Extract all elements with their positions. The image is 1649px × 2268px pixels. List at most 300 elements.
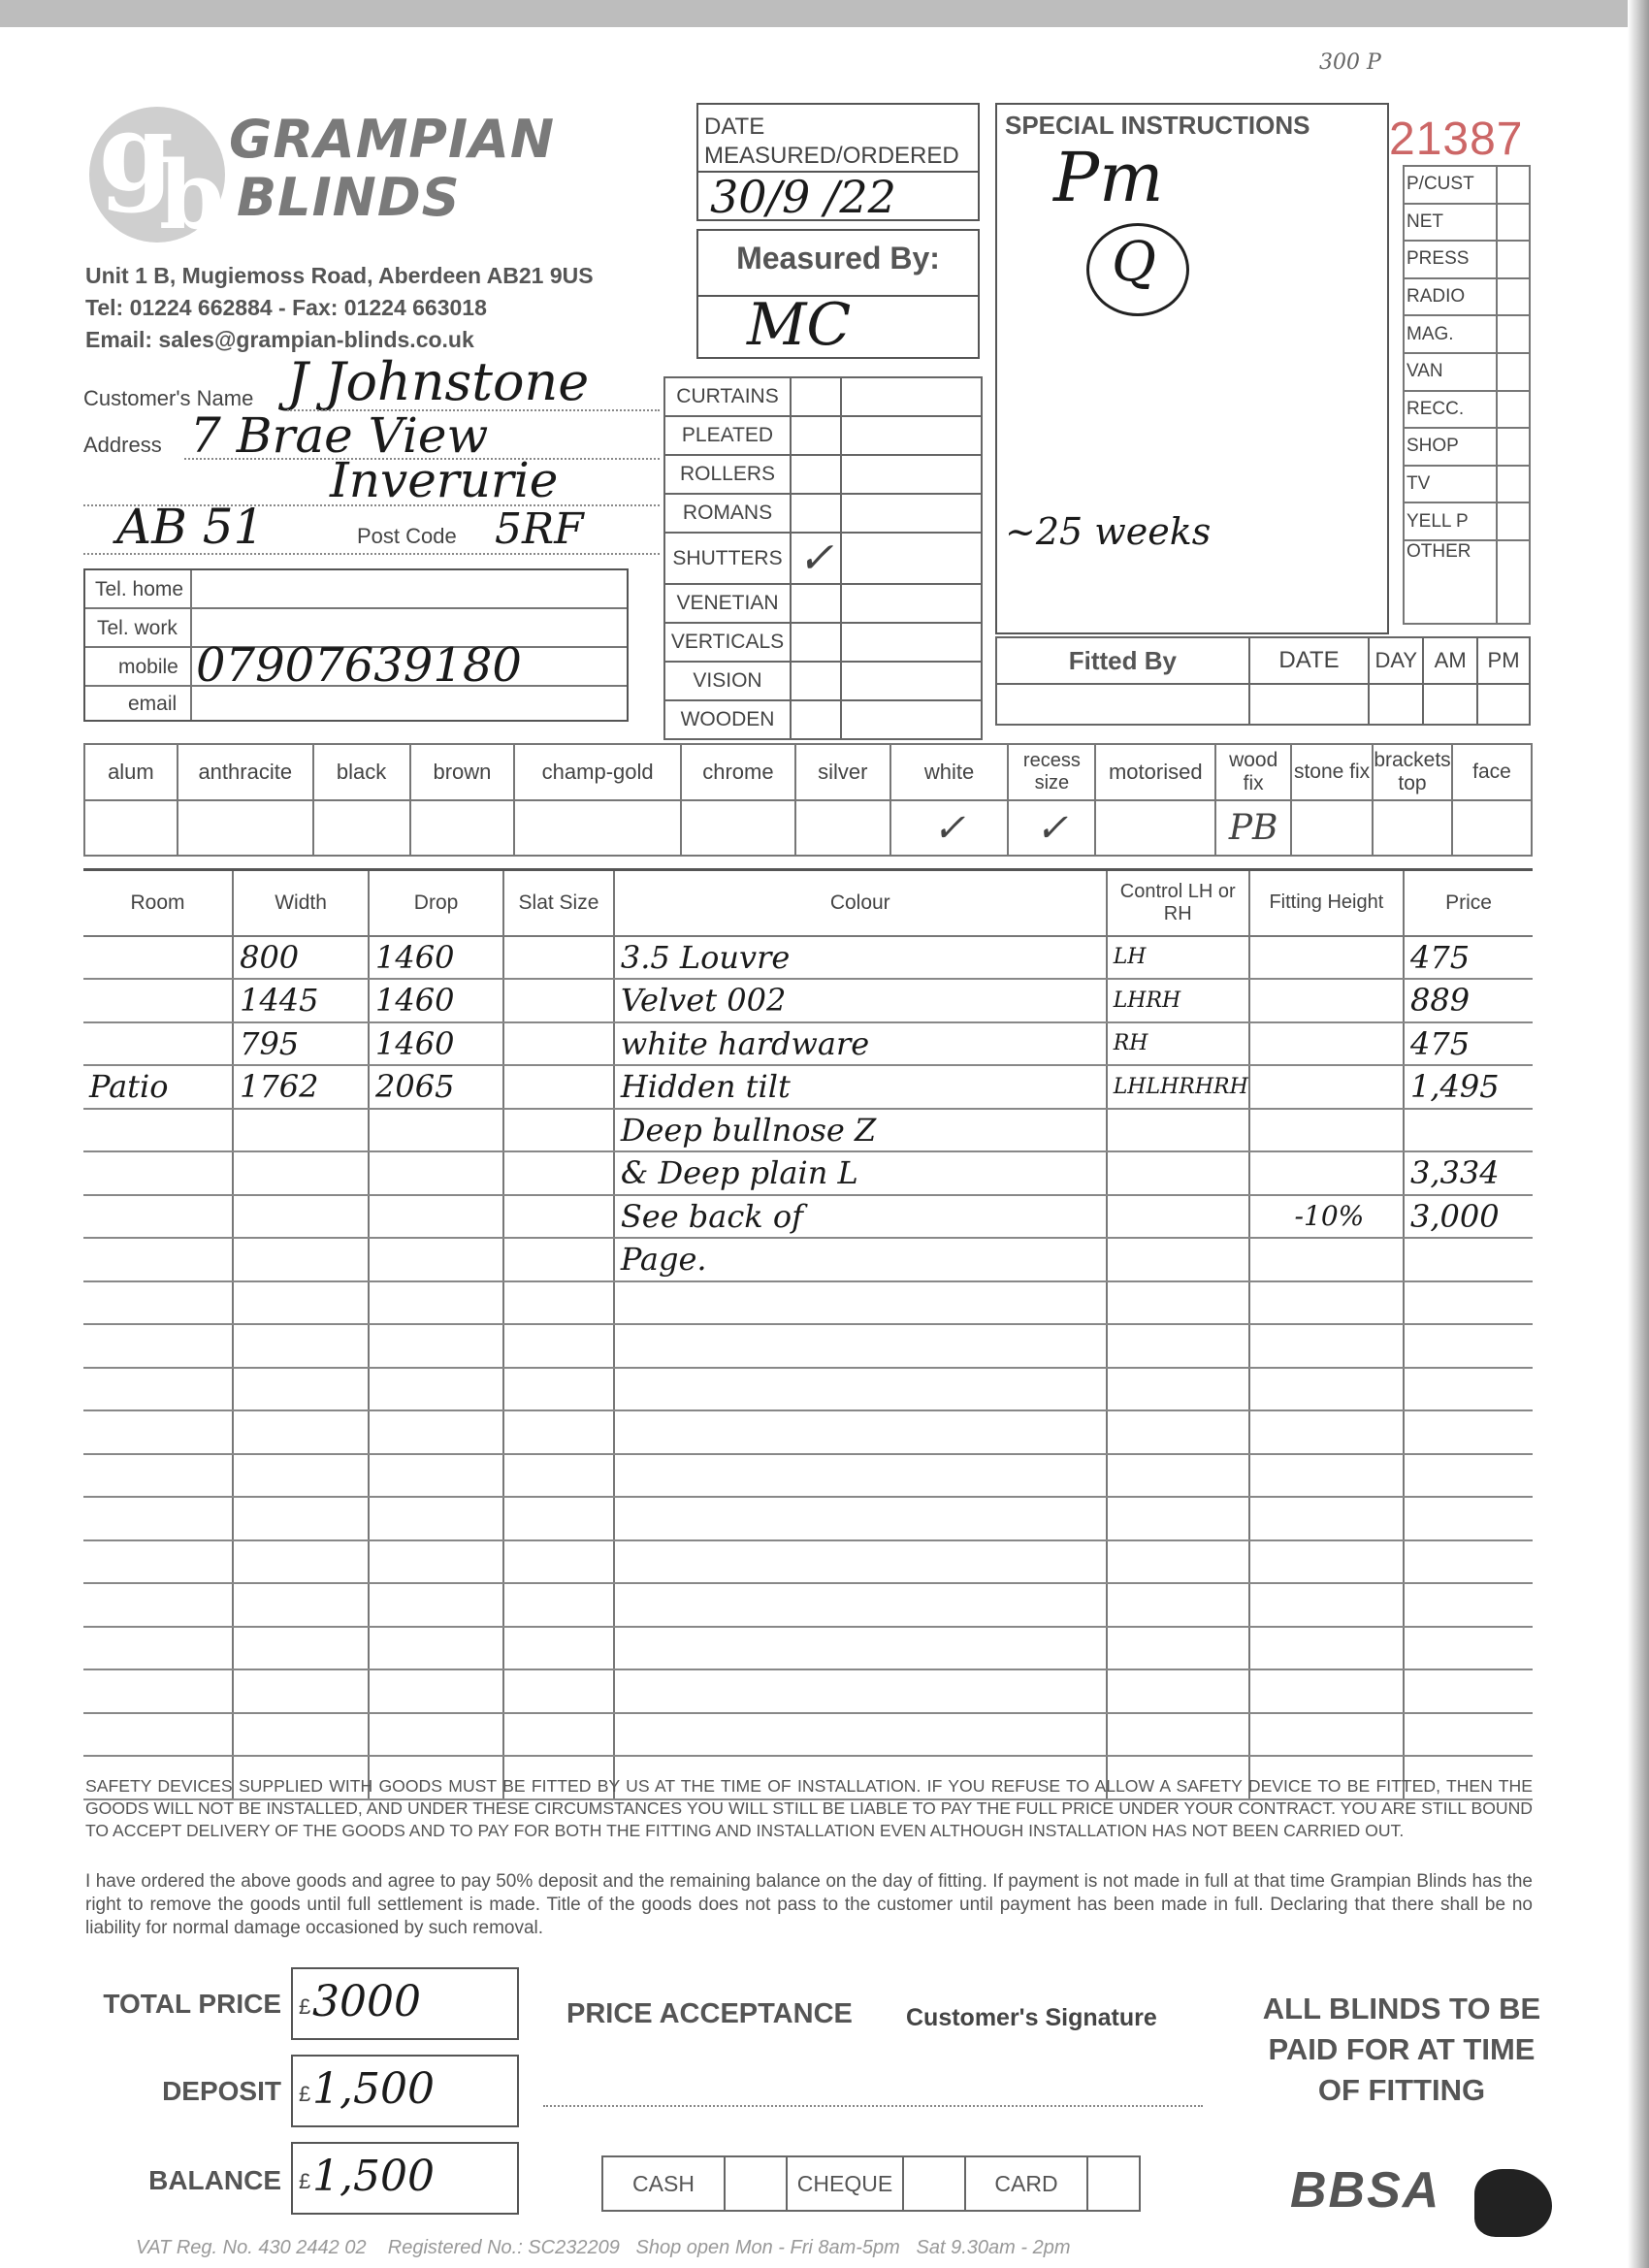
cell-control xyxy=(1107,1583,1249,1627)
cell-slat-size xyxy=(503,1022,614,1066)
cell-slat-size xyxy=(503,1669,614,1713)
option-mark: ✓ xyxy=(1008,800,1095,856)
option-mark xyxy=(514,800,681,856)
source-label: RECC. xyxy=(1404,391,1497,429)
balance-box xyxy=(291,2142,519,2215)
table-row xyxy=(83,1454,1533,1498)
cell-room xyxy=(83,1454,233,1498)
cell-room xyxy=(83,1324,233,1368)
cell-width xyxy=(233,1324,369,1368)
table-row xyxy=(83,1022,1533,1066)
product-mark xyxy=(791,623,841,662)
cell-width xyxy=(233,1109,369,1152)
colour-options-table xyxy=(83,743,1533,857)
cell-slat-size xyxy=(503,1065,614,1109)
option-mark xyxy=(1452,800,1532,856)
payment-card: CARD xyxy=(965,2156,1087,2211)
company-name-line1: GRAMPIAN xyxy=(229,109,556,170)
address-line1: 7 Brae View xyxy=(190,407,489,464)
product-mark: ✓ xyxy=(791,533,841,584)
fitted-date-label: DATE xyxy=(1249,637,1370,684)
cell-colour: Hidden tilt xyxy=(614,1065,1107,1109)
cell-fitting-height xyxy=(1249,1238,1404,1281)
cell-price xyxy=(1404,1497,1533,1540)
table-row xyxy=(83,1497,1533,1540)
col-colour: Colour xyxy=(614,870,1107,936)
table-row xyxy=(83,1281,1533,1325)
option-mark xyxy=(410,800,515,856)
order-table xyxy=(83,868,1533,1800)
product-label: VISION xyxy=(664,662,791,700)
product-row xyxy=(664,623,982,662)
cell-width xyxy=(233,1713,369,1757)
table-row xyxy=(83,1065,1533,1109)
safety-terms: SAFETY DEVICES SUPPLIED WITH GOODS MUST BE FITTED BY US AT THE TIME OF INSTALLATION. IF YOU REFUSE TO ALLOW A SAFETY DEVICE TO BE FITTED, THEN THE GOODS WILL NOT BE INSTALLED, AND UNDER THESE CIRCUMSTANCES YOU WILL STILL BE LIABLE TO PAY THE FULL PRICE UNDER YOUR CONTRACT. YOU ARE STILL BOUND TO ACCEPT DELIVERY OF THE GOODS AND TO PAY FOR BOTH THE FITTING AND INSTALLATION EVEN ALTHOUGH INSTALLATION HAS NOT BEEN CARRIED OUT. xyxy=(85,1776,1533,1840)
tel-work-label: Tel. work xyxy=(97,617,178,639)
option-mark: PB xyxy=(1215,800,1291,856)
scan-top-edge xyxy=(0,0,1649,27)
option-mark xyxy=(1095,800,1215,856)
cell-colour: Page. xyxy=(614,1238,1107,1281)
cell-price xyxy=(1404,1627,1533,1670)
cell-slat-size xyxy=(503,1713,614,1757)
cell-drop xyxy=(369,1368,503,1411)
fitted-am-label: AM xyxy=(1423,637,1477,684)
source-row xyxy=(1404,204,1530,242)
product-row xyxy=(664,455,982,494)
product-label: VENETIAN xyxy=(664,584,791,623)
special-note-q: Q xyxy=(1112,231,1156,294)
cell-fitting-height: -10% xyxy=(1249,1195,1404,1239)
company-contact xyxy=(85,260,594,356)
product-row xyxy=(664,533,982,584)
cell-control: LH xyxy=(1107,936,1249,980)
source-label: YELL P xyxy=(1404,502,1497,540)
source-label: VAN xyxy=(1404,353,1497,391)
source-label: NET xyxy=(1404,204,1497,242)
cell-drop: 2065 xyxy=(369,1065,503,1109)
col-fitting-height: Fitting Height xyxy=(1249,870,1404,936)
measured-by-box xyxy=(696,229,980,359)
cell-width xyxy=(233,1238,369,1281)
cell-colour xyxy=(614,1454,1107,1498)
total-price-label: TOTAL PRICE xyxy=(103,1989,281,2019)
cell-fitting-height xyxy=(1249,936,1404,980)
cell-price xyxy=(1404,1540,1533,1584)
cell-width xyxy=(233,1540,369,1584)
mobile-number: 07907639180 xyxy=(196,638,522,693)
cell-slat-size xyxy=(503,979,614,1022)
company-phone-fax: Tel: 01224 662884 - Fax: 01224 663018 xyxy=(85,295,487,320)
cell-control xyxy=(1107,1410,1249,1454)
product-label: CURTAINS xyxy=(664,377,791,416)
product-mark xyxy=(791,700,841,739)
cell-control xyxy=(1107,1281,1249,1325)
date-value: 30/9 /22 xyxy=(710,171,896,223)
cell-slat-size xyxy=(503,1497,614,1540)
table-row xyxy=(83,1669,1533,1713)
cell-control xyxy=(1107,1238,1249,1281)
currency-symbol: £ xyxy=(299,2082,311,2106)
option-wood-fix: wood fix xyxy=(1215,744,1291,800)
cell-room xyxy=(83,1627,233,1670)
cell-price xyxy=(1404,1281,1533,1325)
cell-fitting-height xyxy=(1249,1065,1404,1109)
cell-drop xyxy=(369,1540,503,1584)
cell-colour xyxy=(614,1497,1107,1540)
cell-room xyxy=(83,1669,233,1713)
order-number: 21387 xyxy=(1389,113,1524,165)
cell-slat-size xyxy=(503,1627,614,1670)
cell-room xyxy=(83,1238,233,1281)
balance-label: BALANCE xyxy=(148,2165,281,2195)
table-row xyxy=(83,1195,1533,1239)
table-row xyxy=(83,936,1533,980)
table-row xyxy=(83,1583,1533,1627)
date-label: DATE MEASURED/ORDERED xyxy=(704,113,959,169)
company-email: Email: sales@grampian-blinds.co.uk xyxy=(85,327,474,352)
product-mark xyxy=(791,584,841,623)
option-mark xyxy=(1291,800,1373,856)
cell-fitting-height xyxy=(1249,1324,1404,1368)
currency-symbol: £ xyxy=(299,2169,311,2193)
price-acceptance-label: PRICE ACCEPTANCE xyxy=(566,1998,853,2029)
cell-width xyxy=(233,1454,369,1498)
deposit-label: DEPOSIT xyxy=(162,2076,281,2106)
option-black: black xyxy=(313,744,410,800)
col-room: Room xyxy=(83,870,233,936)
option-brown: brown xyxy=(410,744,515,800)
table-row xyxy=(83,1368,1533,1411)
cell-room xyxy=(83,1410,233,1454)
cell-colour: & Deep plain L xyxy=(614,1151,1107,1195)
cell-fitting-height xyxy=(1249,1410,1404,1454)
cell-room xyxy=(83,1151,233,1195)
cell-drop xyxy=(369,1583,503,1627)
product-mark xyxy=(791,662,841,700)
cell-width xyxy=(233,1195,369,1239)
option-mark: ✓ xyxy=(890,800,1009,856)
cell-drop xyxy=(369,1497,503,1540)
payment-notice: ALL BLINDS TO BE PAID FOR AT TIME OF FITTING xyxy=(1262,1992,1541,2107)
cell-drop xyxy=(369,1713,503,1757)
cell-colour xyxy=(614,1281,1107,1325)
customer-name: J Johnstone xyxy=(287,351,590,412)
product-label: WOODEN xyxy=(664,700,791,739)
cell-colour xyxy=(614,1669,1107,1713)
option-motorised: motorised xyxy=(1095,744,1215,800)
source-row xyxy=(1404,540,1530,624)
cell-width xyxy=(233,1583,369,1627)
table-row xyxy=(83,1151,1533,1195)
postcode: 5RF xyxy=(495,504,584,554)
cell-slat-size xyxy=(503,1281,614,1325)
cell-control xyxy=(1107,1368,1249,1411)
cell-width xyxy=(233,1410,369,1454)
cell-price xyxy=(1404,1583,1533,1627)
special-note-pm: Pm xyxy=(1053,138,1164,217)
cell-slat-size xyxy=(503,1410,614,1454)
table-row xyxy=(83,1109,1533,1152)
cell-control xyxy=(1107,1195,1249,1239)
cell-control xyxy=(1107,1713,1249,1757)
cell-colour xyxy=(614,1410,1107,1454)
source-label: SHOP xyxy=(1404,428,1497,466)
option-brackets-top: brackets top xyxy=(1373,744,1452,800)
cell-price xyxy=(1404,1238,1533,1281)
mobile-label: mobile xyxy=(118,656,178,678)
product-row xyxy=(664,584,982,623)
cell-width xyxy=(233,1669,369,1713)
cell-width xyxy=(233,1627,369,1670)
cell-drop xyxy=(369,1454,503,1498)
product-mark xyxy=(791,455,841,494)
cell-fitting-height xyxy=(1249,1454,1404,1498)
cell-colour xyxy=(614,1368,1107,1411)
cell-price: 889 xyxy=(1404,979,1533,1022)
cell-width: 800 xyxy=(233,936,369,980)
option-mark xyxy=(313,800,410,856)
table-row xyxy=(83,1324,1533,1368)
company-name-line2: BLINDS xyxy=(237,167,461,228)
source-row xyxy=(1404,166,1530,204)
option-mark xyxy=(84,800,178,856)
product-label: ROMANS xyxy=(664,494,791,533)
product-row xyxy=(664,700,982,739)
cell-colour: white hardware xyxy=(614,1022,1107,1066)
cell-price: 475 xyxy=(1404,1022,1533,1066)
cell-drop xyxy=(369,1109,503,1152)
cell-slat-size xyxy=(503,1583,614,1627)
address-label: Address xyxy=(83,433,162,457)
cell-price: 475 xyxy=(1404,936,1533,980)
table-row xyxy=(83,979,1533,1022)
product-mark xyxy=(791,416,841,455)
footer-registration: VAT Reg. No. 430 2442 02 Registered No.: SC232209 Shop open Mon - Fri 8am-5pm Sat 9.30am - 2pm xyxy=(136,2237,1071,2258)
cell-room xyxy=(83,1022,233,1066)
source-row xyxy=(1404,428,1530,466)
cell-fitting-height xyxy=(1249,1109,1404,1152)
product-mark xyxy=(791,494,841,533)
source-row xyxy=(1404,353,1530,391)
special-instructions-label: SPECIAL INSTRUCTIONS xyxy=(1005,111,1310,140)
option-recess-size: recess size xyxy=(1008,744,1095,800)
cell-price xyxy=(1404,1324,1533,1368)
cell-width: 1445 xyxy=(233,979,369,1022)
cell-control xyxy=(1107,1627,1249,1670)
source-row xyxy=(1404,241,1530,278)
source-label: RADIO xyxy=(1404,278,1497,316)
cell-width xyxy=(233,1497,369,1540)
option-champ-gold: champ-gold xyxy=(514,744,681,800)
special-instructions-box xyxy=(995,103,1389,634)
cell-drop xyxy=(369,1195,503,1239)
cell-fitting-height xyxy=(1249,1540,1404,1584)
product-label: VERTICALS xyxy=(664,623,791,662)
cell-control: RH xyxy=(1107,1022,1249,1066)
measured-by-value: MC xyxy=(747,291,852,359)
phone-box xyxy=(83,568,629,722)
cell-colour: Deep bullnose Z xyxy=(614,1109,1107,1152)
table-row xyxy=(83,1410,1533,1454)
cell-width xyxy=(233,1368,369,1411)
address-line2: Inverurie xyxy=(330,452,559,508)
cell-drop xyxy=(369,1151,503,1195)
cell-fitting-height xyxy=(1249,1368,1404,1411)
fitted-pm-label: PM xyxy=(1477,637,1530,684)
cell-width: 795 xyxy=(233,1022,369,1066)
company-address: Unit 1 B, Mugiemoss Road, Aberdeen AB21 9US xyxy=(85,263,594,288)
table-row xyxy=(83,1238,1533,1281)
cell-drop: 1460 xyxy=(369,979,503,1022)
cell-control: LHLHRHRH xyxy=(1107,1065,1249,1109)
cell-slat-size xyxy=(503,1368,614,1411)
col-slat-size: Slat Size xyxy=(503,870,614,936)
cell-width xyxy=(233,1151,369,1195)
cell-slat-size xyxy=(503,1324,614,1368)
logo-mark: g xyxy=(99,89,174,214)
measured-by-label: Measured By: xyxy=(736,241,940,275)
cell-slat-size xyxy=(503,1151,614,1195)
source-row xyxy=(1404,315,1530,353)
cell-price: 3,334 xyxy=(1404,1151,1533,1195)
source-row xyxy=(1404,391,1530,429)
source-label: P/CUST xyxy=(1404,166,1497,204)
customer-signature-label: Customer's Signature xyxy=(906,2004,1157,2031)
cell-room xyxy=(83,1497,233,1540)
cell-room xyxy=(83,1368,233,1411)
deposit-value: 1,500 xyxy=(312,2064,435,2114)
cell-price xyxy=(1404,1368,1533,1411)
table-row xyxy=(83,1540,1533,1584)
cell-price: 1,495 xyxy=(1404,1065,1533,1109)
payment-cash: CASH xyxy=(602,2156,725,2211)
source-label: MAG. xyxy=(1404,315,1497,353)
cell-fitting-height xyxy=(1249,979,1404,1022)
cell-room xyxy=(83,1281,233,1325)
cell-width xyxy=(233,1281,369,1325)
cell-room xyxy=(83,1540,233,1584)
date-box xyxy=(696,103,980,221)
cell-control xyxy=(1107,1151,1249,1195)
fitted-day-label: DAY xyxy=(1369,637,1423,684)
payment-cheque: CHEQUE xyxy=(787,2156,903,2211)
cell-control xyxy=(1107,1540,1249,1584)
source-label: PRESS xyxy=(1404,241,1497,278)
total-price-value: 3000 xyxy=(312,1977,421,2026)
cell-room xyxy=(83,1109,233,1152)
postcode-label: Post Code xyxy=(357,524,457,548)
cell-slat-size xyxy=(503,1109,614,1152)
cell-colour: See back of xyxy=(614,1195,1107,1239)
col-drop: Drop xyxy=(369,870,503,936)
cell-drop xyxy=(369,1410,503,1454)
option-mark xyxy=(681,800,795,856)
cell-drop: 1460 xyxy=(369,936,503,980)
product-label: ROLLERS xyxy=(664,455,791,494)
product-row xyxy=(664,416,982,455)
cell-drop xyxy=(369,1627,503,1670)
special-note-weeks: ~25 weeks xyxy=(1005,510,1212,553)
cell-colour xyxy=(614,1627,1107,1670)
currency-symbol: £ xyxy=(299,1994,311,2019)
cell-colour xyxy=(614,1713,1107,1757)
email-label: email xyxy=(128,693,178,715)
cell-control xyxy=(1107,1109,1249,1152)
col-price: Price xyxy=(1404,870,1533,936)
cell-slat-size xyxy=(503,1454,614,1498)
total-price-box xyxy=(291,1967,519,2040)
cell-drop xyxy=(369,1238,503,1281)
product-row xyxy=(664,494,982,533)
cell-slat-size xyxy=(503,1195,614,1239)
cell-fitting-height xyxy=(1249,1627,1404,1670)
option-chrome: chrome xyxy=(681,744,795,800)
cell-control: LHRH xyxy=(1107,979,1249,1022)
agreement-terms: I have ordered the above goods and agree to pay 50% deposit and the remaining balance on the day of fitting. If payment is not made in full at that time Grampian Blinds has the right to remove the goods until full settlement is made. Title of the goods does not pass to the customer until payment has been made in full. Declaring that there shall be no liability for normal damage occasioned by such removal. xyxy=(85,1871,1533,1938)
cell-price: 3,000 xyxy=(1404,1195,1533,1239)
col-control: Control LH or RH xyxy=(1107,870,1249,936)
cell-colour xyxy=(614,1583,1107,1627)
balance-value: 1,500 xyxy=(312,2152,435,2201)
option-mark xyxy=(178,800,313,856)
cell-width: 1762 xyxy=(233,1065,369,1109)
product-row xyxy=(664,662,982,700)
table-row xyxy=(83,1713,1533,1757)
cell-colour: Velvet 002 xyxy=(614,979,1107,1022)
cell-control xyxy=(1107,1454,1249,1498)
cell-room xyxy=(83,936,233,980)
signature-line xyxy=(543,2105,1203,2107)
cell-fitting-height xyxy=(1249,1583,1404,1627)
payment-methods xyxy=(601,2155,1141,2212)
fitted-by-label: Fitted By xyxy=(996,637,1249,684)
cell-fitting-height xyxy=(1249,1151,1404,1195)
corner-note: 300 P xyxy=(1319,50,1381,75)
option-white: white xyxy=(890,744,1009,800)
fitted-by-table xyxy=(995,636,1531,726)
bbsa-logo: BBSA xyxy=(1290,2162,1441,2219)
option-brackets-face: face xyxy=(1452,744,1532,800)
lead-source-list xyxy=(1403,165,1531,625)
option-anthracite: anthracite xyxy=(178,744,313,800)
cell-fitting-height xyxy=(1249,1281,1404,1325)
cell-control xyxy=(1107,1669,1249,1713)
cell-control xyxy=(1107,1497,1249,1540)
product-mark xyxy=(791,377,841,416)
cell-price xyxy=(1404,1109,1533,1152)
cell-price xyxy=(1404,1410,1533,1454)
cell-slat-size xyxy=(503,936,614,980)
cell-control xyxy=(1107,1324,1249,1368)
deposit-box xyxy=(291,2055,519,2127)
product-label: SHUTTERS xyxy=(664,533,791,584)
cell-fitting-height xyxy=(1249,1022,1404,1066)
cell-room xyxy=(83,1713,233,1757)
cell-slat-size xyxy=(503,1238,614,1281)
cell-fitting-height xyxy=(1249,1669,1404,1713)
cell-colour xyxy=(614,1324,1107,1368)
cell-colour: 3.5 Louvre xyxy=(614,936,1107,980)
company-logo xyxy=(89,89,225,250)
cell-room xyxy=(83,1195,233,1239)
logo-mark-b: b xyxy=(159,141,225,250)
table-row xyxy=(83,1627,1533,1670)
cell-drop xyxy=(369,1324,503,1368)
cell-price xyxy=(1404,1669,1533,1713)
product-row xyxy=(664,377,982,416)
cell-drop xyxy=(369,1669,503,1713)
